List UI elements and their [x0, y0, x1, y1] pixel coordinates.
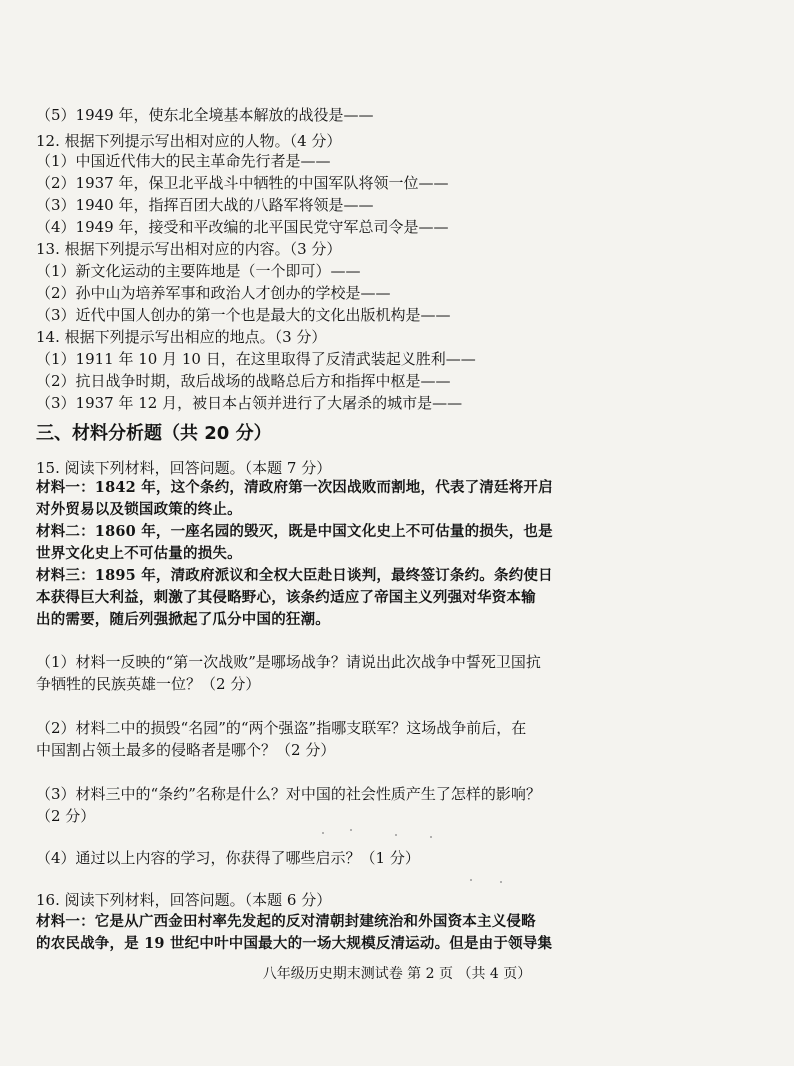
q15-sub2-line2: 中国割占领土最多的侵略者是哪个？（2 分） — [36, 741, 336, 759]
q12-item-1: （1）中国近代伟大的民主革命先行者是—— — [36, 152, 331, 170]
scan-speck — [322, 832, 324, 834]
q12-item-2: （2）1937 年，保卫北平战斗中牺牲的中国军队将领一位—— — [36, 174, 449, 192]
q15-sub1-line1: （1）材料一反映的“第一次战败”是哪场战争？请说出此次战争中誓死卫国抗 — [36, 653, 541, 671]
q13-item-3: （3）近代中国人创办的第一个也是最大的文化出版机构是—— — [36, 306, 451, 324]
q15-sub3-line1: （3）材料三中的“条约”名称是什么？对中国的社会性质产生了怎样的影响？ — [36, 785, 541, 803]
q15-material-line: 材料三：1895 年，清政府派议和全权大臣赴日谈判，最终签订条约。条约使日 — [36, 567, 553, 584]
scan-speck — [470, 879, 472, 881]
q15-sub1-line2: 争牺牲的民族英雄一位？（2 分） — [36, 675, 261, 693]
q16-material-line: 材料一：它是从广西金田村率先发起的反对清朝封建统治和外国资本主义侵略 — [36, 913, 536, 930]
q14-item-1: （1）1911 年 10 月 10 日，在这里取得了反清武装起义胜利—— — [36, 350, 476, 368]
q15-sub3-line2: （2 分） — [36, 807, 96, 825]
q15-material-line: 本获得巨大利益，刺激了其侵略野心，该条约适应了帝国主义列强对华资本输 — [36, 589, 536, 606]
q14-item-3: （3）1937 年 12 月，被日本占领并进行了大屠杀的城市是—— — [36, 394, 463, 412]
q13-item-1: （1）新文化运动的主要阵地是（一个即可）—— — [36, 262, 361, 280]
q12-stem: 12. 根据下列提示写出相对应的人物。（4 分） — [36, 132, 342, 150]
q14-item-2: （2）抗日战争时期，敌后战场的战略总后方和指挥中枢是—— — [36, 372, 451, 390]
q15-sub4: （4）通过以上内容的学习，你获得了哪些启示？（1 分） — [36, 849, 420, 867]
q15-material-line: 材料一：1842 年，这个条约，清政府第一次因战败而割地，代表了清廷将开启 — [36, 479, 553, 496]
q13-stem: 13. 根据下列提示写出相对应的内容。（3 分） — [36, 240, 342, 258]
scan-speck — [350, 829, 352, 831]
scan-speck — [430, 836, 432, 838]
q15-material-line: 对外贸易以及锁国政策的终止。 — [36, 501, 242, 518]
q12-item-4: （4）1949 年，接受和平改编的北平国民党守军总司令是—— — [36, 218, 449, 236]
q15-stem: 15. 阅读下列材料，回答问题。（本题 7 分） — [36, 459, 332, 477]
q15-sub2-line1: （2）材料二中的损毁“名园”的“两个强盗”指哪支联军？这场战争前后，在 — [36, 719, 527, 737]
q15-material-line: 材料二：1860 年，一座名园的毁灭，既是中国文化史上不可估量的损失，也是 — [36, 523, 553, 540]
q15-material-line: 出的需要，随后列强掀起了瓜分中国的狂潮。 — [36, 611, 330, 628]
q11-item-5: （5）1949 年，使东北全境基本解放的战役是—— — [36, 106, 374, 124]
scan-speck — [395, 834, 397, 836]
page-footer: 八年级历史期末测试卷 第 2 页 （共 4 页） — [262, 966, 532, 982]
scan-speck — [500, 881, 502, 883]
q16-stem: 16. 阅读下列材料，回答问题。（本题 6 分） — [36, 891, 332, 909]
section-3-title: 三、材料分析题（共 20 分） — [36, 423, 272, 444]
q13-item-2: （2）孙中山为培养军事和政治人才创办的学校是—— — [36, 284, 391, 302]
q16-material-line: 的农民战争，是 19 世纪中叶中国最大的一场大规模反清运动。但是由于领导集 — [36, 935, 553, 952]
q15-material-line: 世界文化史上不可估量的损失。 — [36, 545, 242, 562]
q12-item-3: （3）1940 年，指挥百团大战的八路军将领是—— — [36, 196, 374, 214]
q14-stem: 14. 根据下列提示写出相应的地点。（3 分） — [36, 328, 327, 346]
